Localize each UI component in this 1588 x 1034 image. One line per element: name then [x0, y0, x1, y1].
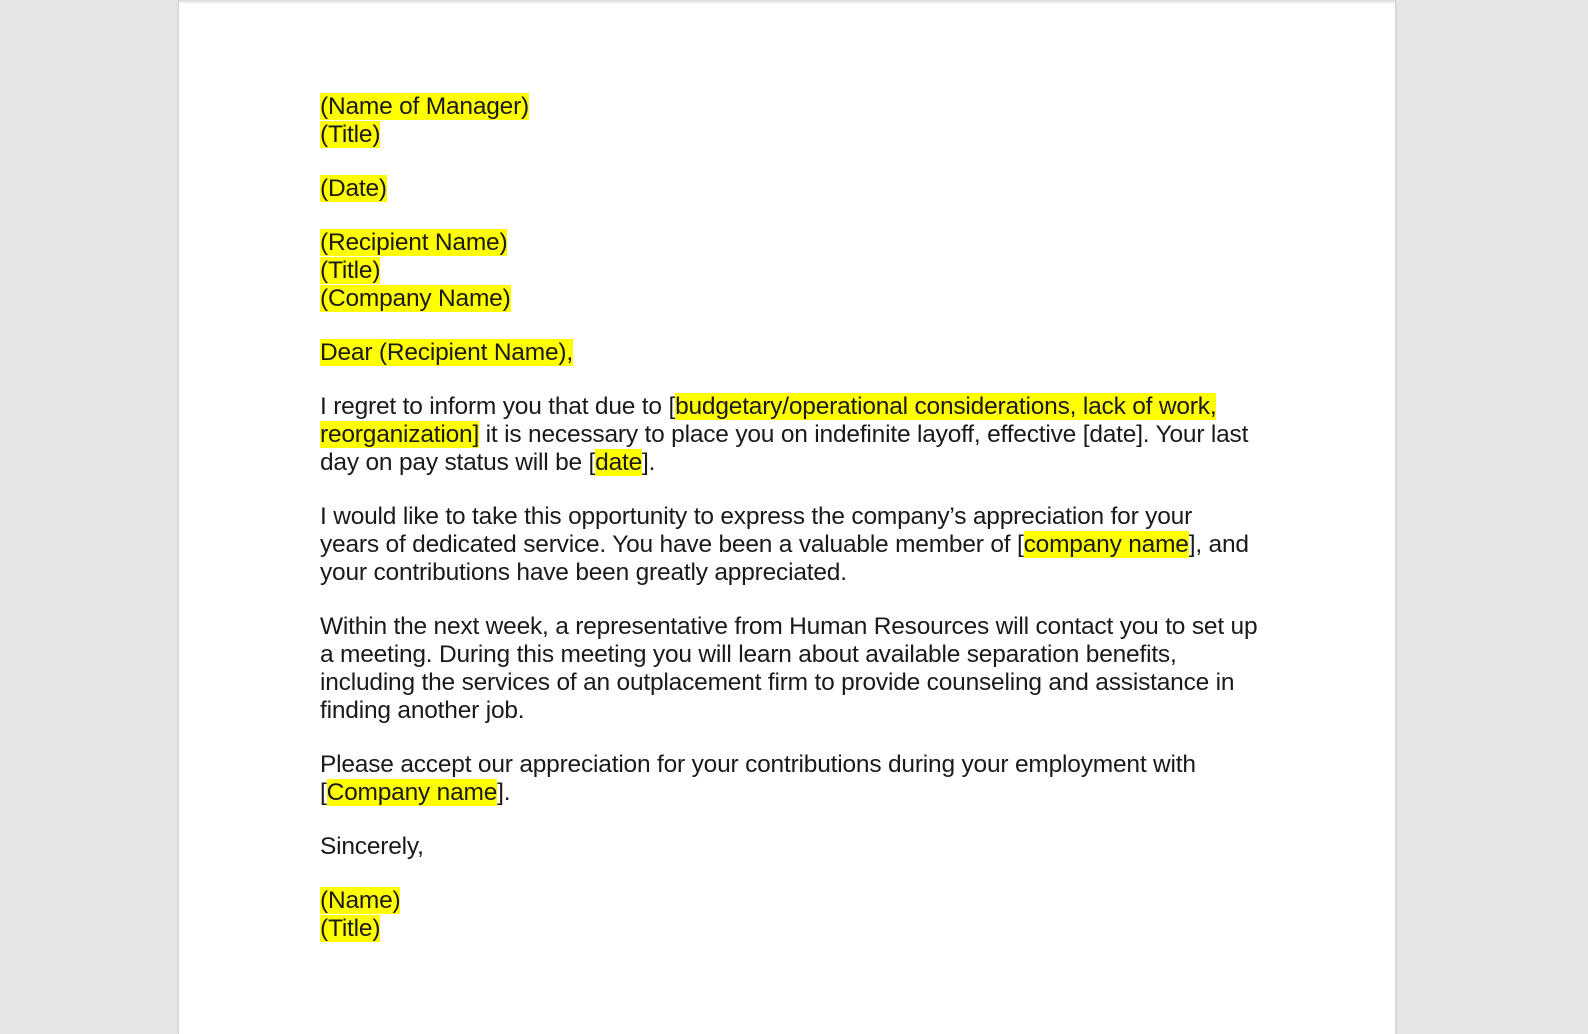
company-name-closing-placeholder[interactable]: Company name: [326, 779, 498, 806]
page-top-shadow: [179, 0, 1395, 4]
salutation-line: [320, 339, 1280, 367]
signer-title-line: [320, 915, 1280, 943]
signer-name-placeholder[interactable]: (Name): [320, 887, 401, 914]
para2-text-2: ], and: [1188, 531, 1249, 558]
para1-text-1: I regret to inform you that due to [: [320, 393, 676, 420]
company-name-placeholder[interactable]: (Company Name): [320, 285, 511, 312]
paragraph-appreciation: [320, 503, 1280, 587]
date-placeholder[interactable]: (Date): [320, 175, 387, 202]
recipient-name-line: [320, 229, 1280, 257]
manager-name-placeholder[interactable]: (Name of Manager): [320, 93, 530, 120]
manager-title-placeholder[interactable]: (Title): [320, 121, 381, 148]
paragraph-closing-appreciation: [320, 751, 1280, 807]
paragraph-layoff-notice: [320, 393, 1280, 477]
manager-title-line: [320, 121, 1280, 149]
para4-text-1: [: [320, 779, 327, 806]
signer-title-placeholder[interactable]: (Title): [320, 915, 381, 942]
paragraph-hr-meeting: [320, 613, 1280, 725]
document-page: [178, 0, 1396, 1034]
para1-text-2: it is necessary to place you on indefinite layoff, effective [date]. Your last: [479, 421, 1249, 448]
para3-line-1: Within the next week, a representative from Human Resources will contact you to set up: [320, 613, 1258, 640]
para1-text-3: day on pay status will be [: [320, 449, 596, 476]
recipient-name-placeholder[interactable]: (Recipient Name): [320, 229, 508, 256]
para4-line-1: Please accept our appreciation for your contributions during your employment with: [320, 751, 1196, 778]
para3-line-3: including the services of an outplacement firm to provide counseling and assistance in: [320, 669, 1235, 696]
last-day-date-placeholder[interactable]: date: [595, 449, 643, 476]
para2-text-1: years of dedicated service. You have been a valuable member of [: [320, 531, 1024, 558]
recipient-title-placeholder[interactable]: (Title): [320, 257, 381, 284]
salutation-placeholder[interactable]: Dear (Recipient Name),: [320, 339, 573, 366]
para2-line-1: I would like to take this opportunity to express the company’s appreciation for your: [320, 503, 1193, 530]
layoff-reason-placeholder[interactable]: budgetary/operational considerations, lack of work,: [675, 393, 1217, 420]
layoff-reason-placeholder-cont[interactable]: reorganization]: [320, 421, 480, 448]
company-name-line: [320, 285, 1280, 313]
recipient-title-line: [320, 257, 1280, 285]
manager-name-line: [320, 93, 1280, 121]
para1-text-4: ].: [642, 449, 656, 476]
signer-name-line: [320, 887, 1280, 915]
para4-text-2: ].: [497, 779, 511, 806]
para3-line-4: finding another job.: [320, 697, 525, 724]
para3-line-2: a meeting. During this meeting you will learn about available separation benefits,: [320, 641, 1177, 668]
date-line: [320, 175, 1280, 203]
para2-line-3: your contributions have been greatly appreciated.: [320, 559, 847, 586]
company-name-inline-placeholder[interactable]: company name: [1023, 531, 1189, 558]
sincerely-line: Sincerely,: [320, 833, 424, 860]
letter-body[interactable]: [320, 93, 1280, 943]
